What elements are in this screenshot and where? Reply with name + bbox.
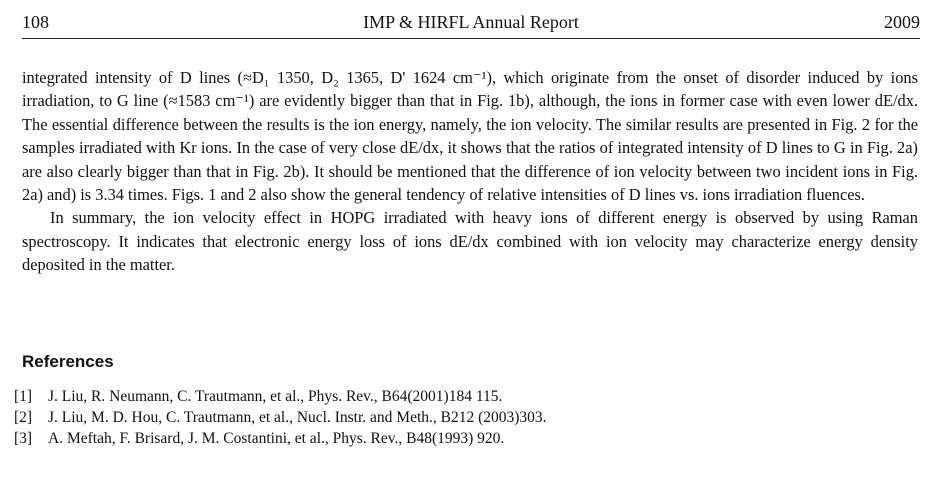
page-number: 108 <box>22 12 49 32</box>
reference-text: A. Meftah, F. Brisard, J. M. Costantini, et al., Phys. Rev., B48(1993) 920. <box>48 430 505 447</box>
paragraph-results: integrated intensity of D lines (≈D₁ 1350, D₂ 1365, D' 1624 cm⁻¹), which originate from the onset of disorder induced by ions irradiation, to G line (≈1583 cm⁻¹) are evidently bigger than that in Fig. 1b), although, the ions in former case with even lower dE/dx. The essential difference between the results is the ion energy, namely, the ion velocity. The similar results are presented in Fig. 2 for the samples irradiated with Kr ions. In the case of very close dE/dx, it shows that the ratios of integrated intensity of D lines to G in Fig. 2a) are also clearly bigger than that in Fig. 2b). It should be mentioned that the difference of ion velocity between two incident ions in Fig. 2a) and) is 3.34 times. Figs. 1 and 2 also show the general tendency of relative intensities of D lines vs. ions irradiation fluences. <box>22 68 918 205</box>
reference-text: J. Liu, R. Neumann, C. Trautmann, et al., Phys. Rev., B64(2001)184 115. <box>48 388 503 405</box>
reference-item <box>14 407 914 428</box>
running-header <box>22 8 920 39</box>
reference-number: [1] <box>14 388 33 405</box>
journal-title: IMP & HIRFL Annual Report <box>363 12 579 32</box>
references-list <box>14 386 914 449</box>
reference-item <box>14 428 914 449</box>
references-heading: References <box>22 352 114 371</box>
reference-item <box>14 386 914 407</box>
body-text <box>22 66 918 277</box>
report-year: 2009 <box>884 12 920 32</box>
reference-number: [3] <box>14 430 33 447</box>
reference-number: [2] <box>14 409 33 426</box>
reference-text: J. Liu, M. D. Hou, C. Trautmann, et al., Nucl. Instr. and Meth., B212 (2003)303. <box>48 409 547 426</box>
paragraph-summary: In summary, the ion velocity effect in HOPG irradiated with heavy ions of different energy is observed by using Raman spectroscopy. It indicates that electronic energy loss of ions dE/dx combined with ion velocity may characterize energy density deposited in the matter. <box>22 208 918 275</box>
